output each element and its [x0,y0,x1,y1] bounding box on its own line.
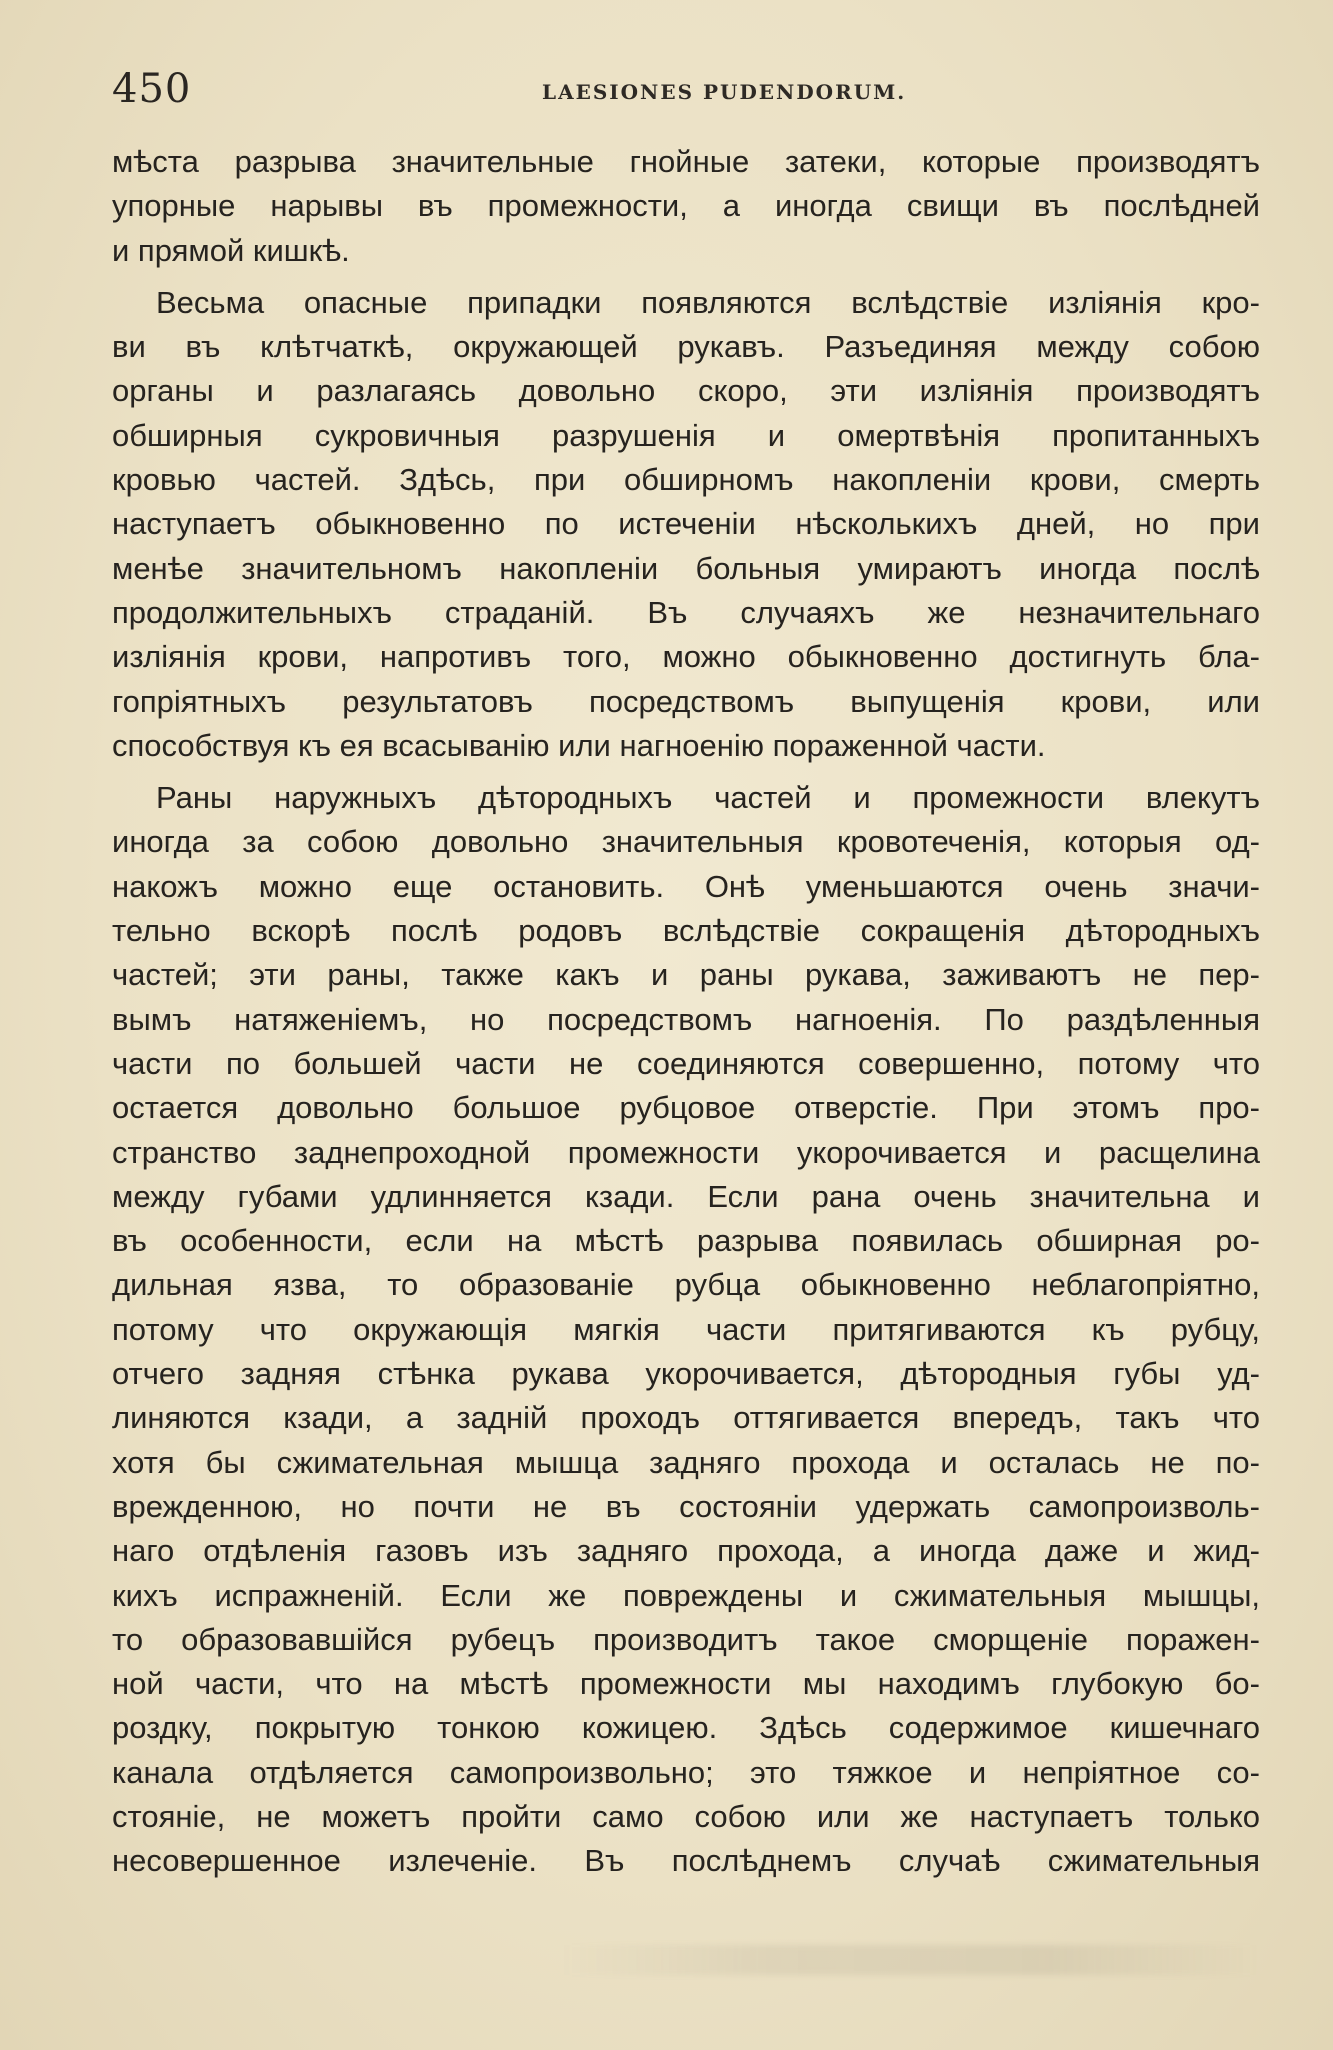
text-line: то образовавшійся рубецъ производитъ такое сморщеніе поражен- [112,1621,1260,1657]
text-line: частей; эти раны, также какъ и раны рукава, заживаютъ не пер- [112,957,1260,993]
text-line: хотя бы сжимательная мышца задняго прохода и осталась не по- [112,1444,1260,1480]
text-line: въ особенности, если на мѣстѣ разрыва появилась обширная ро- [112,1223,1260,1259]
text-line: упорные нарывы въ промежности, а иногда свищи въ послѣдней [112,188,1260,224]
text-line: менѣе значительномъ накопленіи больныя умираютъ иногда послѣ [112,550,1260,586]
text-line: обширныя сукровичныя разрушенія и омертвѣнія пропитанныхъ [112,417,1260,453]
text-line: линяются кзади, а заднiй проходъ оттягивается впередъ, такъ что [112,1400,1260,1436]
text-line: отчего задняя стѣнка рукава укорочивается, дѣтородныя губы уд- [112,1356,1260,1392]
text-line: мѣста разрыва значительные гнойные затеки, которые производятъ [112,144,1260,179]
text-line: роздку, покрытую тонкою кожицею. Здѣсь содержимое кишечнаго [112,1710,1260,1746]
running-title: LAESIONES PUDENDORUM. [542,80,907,104]
text-line: стояніе, не можетъ пройти само собою или же наступаетъ только [112,1798,1260,1834]
text-line: Весьма опасные припадки появляются вслѣдствіе изліянія кро- [156,284,1260,320]
text-line: ви въ клѣтчаткѣ, окружающей рукавъ. Разъединяя между собою [112,329,1260,365]
text-line: тельно вскорѣ послѣ родовъ вслѣдствіе сокращенія дѣтородныхъ [112,913,1260,949]
bleed-through-text [560,1945,1260,1975]
text-line: остается довольно большое рубцовое отверстіе. При этомъ про- [112,1090,1260,1126]
text-line: изліянія крови, напротивъ того, можно обыкновенно достигнуть бла- [112,639,1260,675]
text-line: наго отдѣленія газовъ изъ задняго прохода, а иногда даже и жид- [112,1533,1260,1569]
text-line: врежденною, но почти не въ состояніи удержать самопроизволь- [112,1488,1260,1524]
text-line: ной части, что на мѣстѣ промежности мы находимъ глубокую бо- [112,1666,1260,1702]
paragraph [112,281,1260,768]
text-line: вымъ натяженіемъ, но посредствомъ нагноенія. По раздѣленныя [112,1001,1260,1037]
text-line: кихъ испражненій. Если же повреждены и сжимательныя мышцы, [112,1577,1260,1613]
text-line: дильная язва, то образованіе рубца обыкновенно неблагопріятно, [112,1267,1260,1303]
paragraph [112,140,1260,273]
text-line: между губами удлинняется кзади. Если рана очень значительна и [112,1178,1260,1214]
text-line: канала отдѣляется самопроизвольно; это тяжкое и непріятное со- [112,1754,1260,1790]
body-text [112,140,1260,1892]
text-line: и прямой кишкѣ. [112,232,350,268]
text-line: части по большей части не соединяются совершенно, потому что [112,1045,1260,1081]
page-number: 450 [112,66,192,112]
text-line: способствуя къ ея всасыванію или нагноенію пораженной части. [112,727,1046,763]
text-line: Раны наружныхъ дѣтородныхъ частей и промежности влекутъ [156,780,1260,816]
text-line: органы и разлагаясь довольно скоро, эти изліянія производятъ [112,373,1260,409]
text-line: несовершенное излеченіе. Въ послѣднемъ случаѣ сжимательныя [112,1843,1260,1879]
text-line: накожъ можно еще остановить. Онѣ уменьшаются очень значи- [112,868,1260,904]
paragraph [112,776,1260,1883]
text-line: наступаетъ обыкновенно по истеченіи нѣсколькихъ дней, но при [112,506,1260,542]
text-line: продолжительныхъ страданій. Въ случаяхъ же незначительнаго [112,594,1260,630]
text-line: кровью частей. Здѣсь, при обширномъ накопленіи крови, смерть [112,462,1260,498]
running-head [112,66,1260,118]
text-line: потому что окружающія мягкія части притягиваются къ рубцу, [112,1311,1260,1347]
text-line: иногда за собою довольно значительныя кровотеченія, которыя од- [112,824,1260,860]
text-line: гопріятныхъ результатовъ посредствомъ выпущенія крови, или [112,683,1260,719]
text-line: странство заднепроходной промежности укорочивается и расщелина [112,1134,1260,1170]
